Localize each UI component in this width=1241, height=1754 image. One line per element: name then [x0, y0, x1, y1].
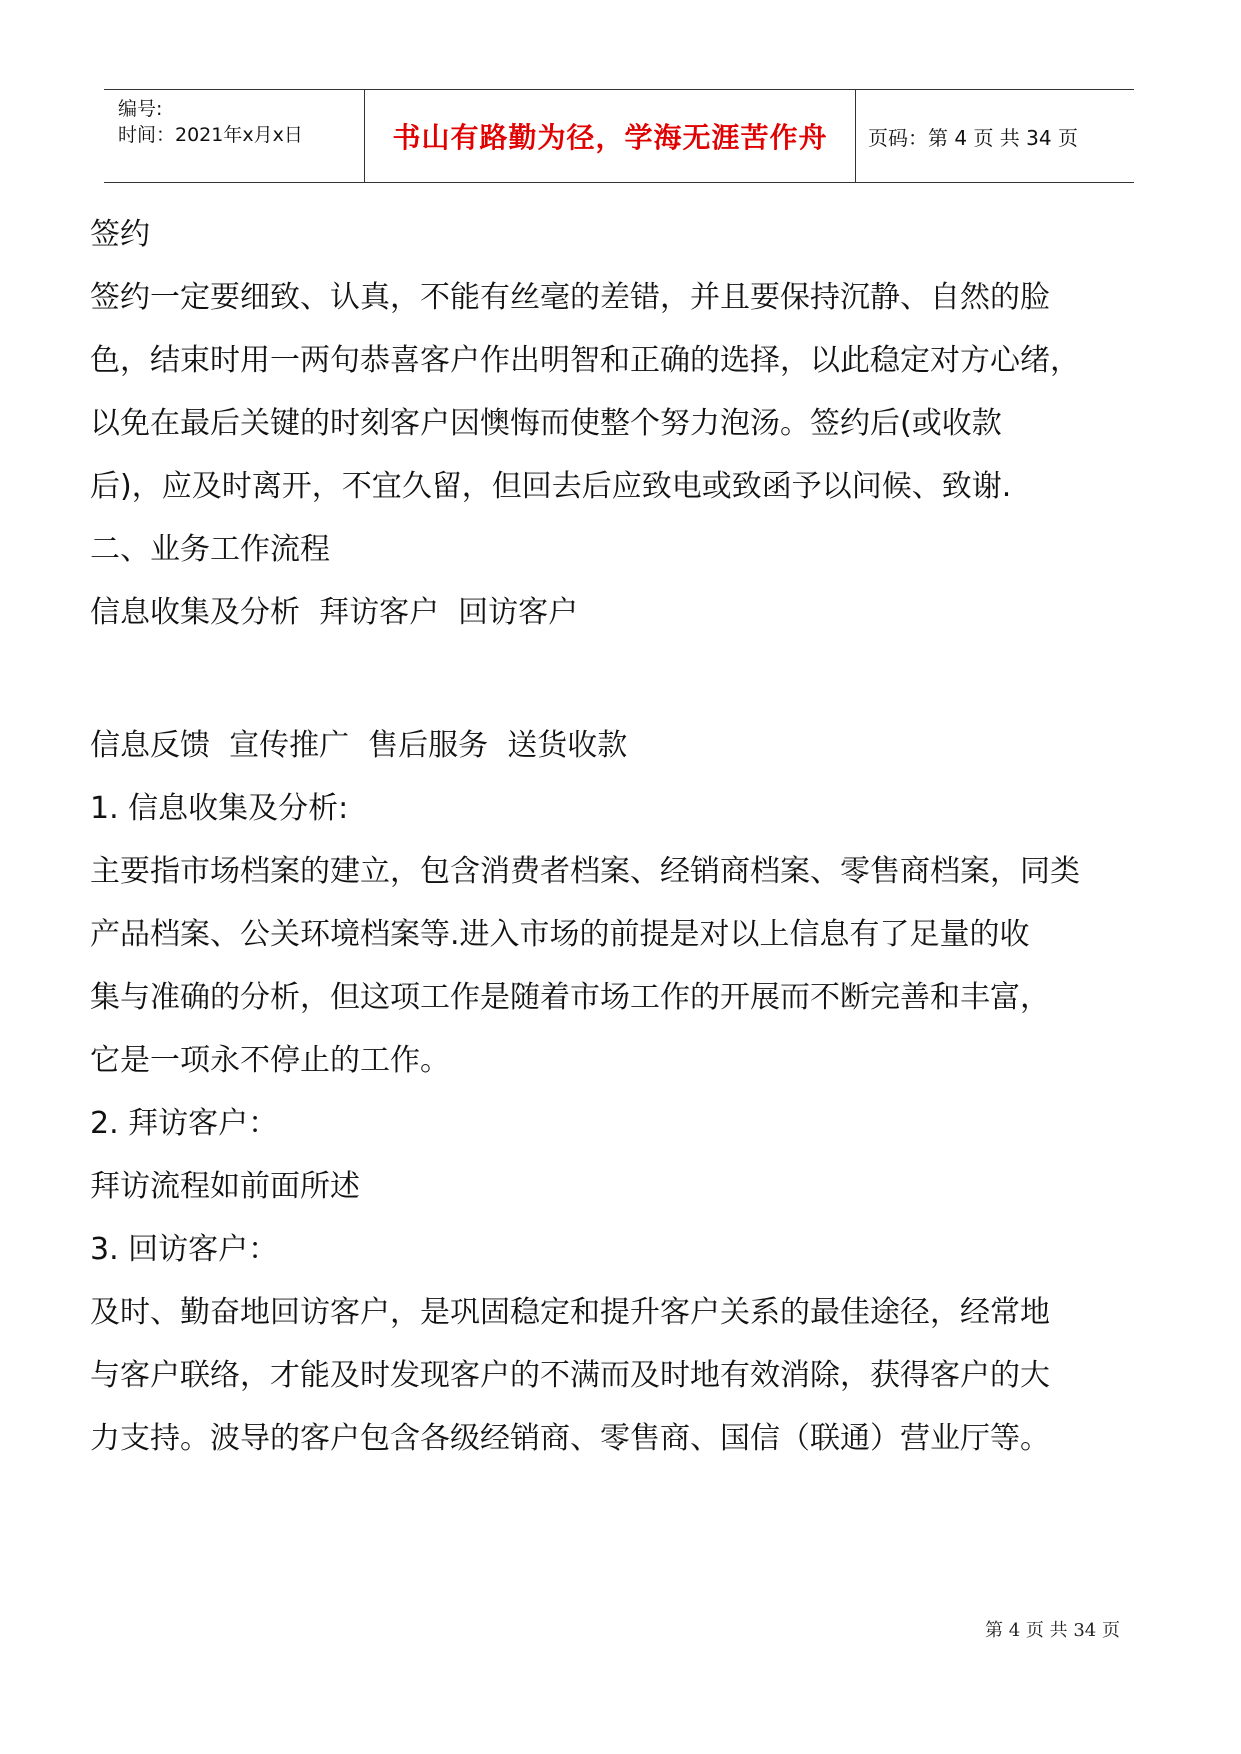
paragraph-line: 与客户联络，才能及时发现客户的不满而及时地有效消除，获得客户的大 — [90, 1358, 1050, 1393]
paragraph-line: 及时、勤奋地回访客户，是巩固稳定和提升客户关系的最佳途径，经常地 — [90, 1295, 1050, 1330]
subheading-revisit-client: 3. 回访客户： — [90, 1232, 279, 1267]
paragraph-line: 以免在最后关键的时刻客户因懊悔而使整个努力泡汤。签约后(或收款 — [90, 406, 1002, 441]
paragraph-line: 产品档案、公关环境档案等.进入市场的前提是对以上信息有了足量的收 — [90, 917, 1030, 952]
paragraph-line: 力支持。波导的客户包含各级经销商、零售商、国信（联通）营业厅等。 — [90, 1421, 1050, 1456]
motto-text: 书山有路勤为径，学海无涯苦作舟 — [392, 121, 828, 154]
document-body — [90, 216, 1170, 1483]
header-meta — [104, 90, 364, 182]
workflow-steps-row-2: 信息反馈 宣传推广 售后服务 送货收款 — [90, 728, 628, 763]
section-heading-workflow: 二、业务工作流程 — [90, 532, 330, 567]
section-heading-signing: 签约 — [90, 217, 150, 252]
header-page-label: 页码：第 4 页 共 34 页 — [868, 125, 1078, 150]
paragraph-line: 签约一定要细致、认真，不能有丝毫的差错，并且要保持沉静、自然的脸 — [90, 280, 1050, 315]
paragraph-line: 主要指市场档案的建立，包含消费者档案、经销商档案、零售商档案，同类 — [90, 854, 1080, 889]
page-footer: 第 4 页 共 34 页 — [985, 1620, 1120, 1641]
document-header — [104, 89, 1134, 183]
paragraph-line: 拜访流程如前面所述 — [90, 1169, 360, 1204]
workflow-steps-row-1: 信息收集及分析 拜访客户 回访客户 — [90, 595, 579, 630]
paragraph-line: 色，结束时用一两句恭喜客户作出明智和正确的选择，以此稳定对方心绪， — [90, 343, 1080, 378]
code-label: 编号: — [118, 98, 163, 120]
header-page-cell — [856, 90, 1134, 182]
subheading-info-collection: 1. 信息收集及分析: — [90, 791, 349, 826]
subheading-visit-client: 2. 拜访客户： — [90, 1106, 279, 1141]
header-motto-cell — [364, 90, 856, 182]
paragraph-line: 它是一项永不停止的工作。 — [90, 1043, 450, 1078]
paragraph-line: 集与准确的分析，但这项工作是随着市场工作的开展而不断完善和丰富， — [90, 980, 1050, 1015]
paragraph-line: 后)，应及时离开，不宜久留，但回去后应致电或致函予以问候、致谢. — [90, 469, 1012, 504]
time-label: 时间：2021年x月x日 — [118, 124, 303, 146]
